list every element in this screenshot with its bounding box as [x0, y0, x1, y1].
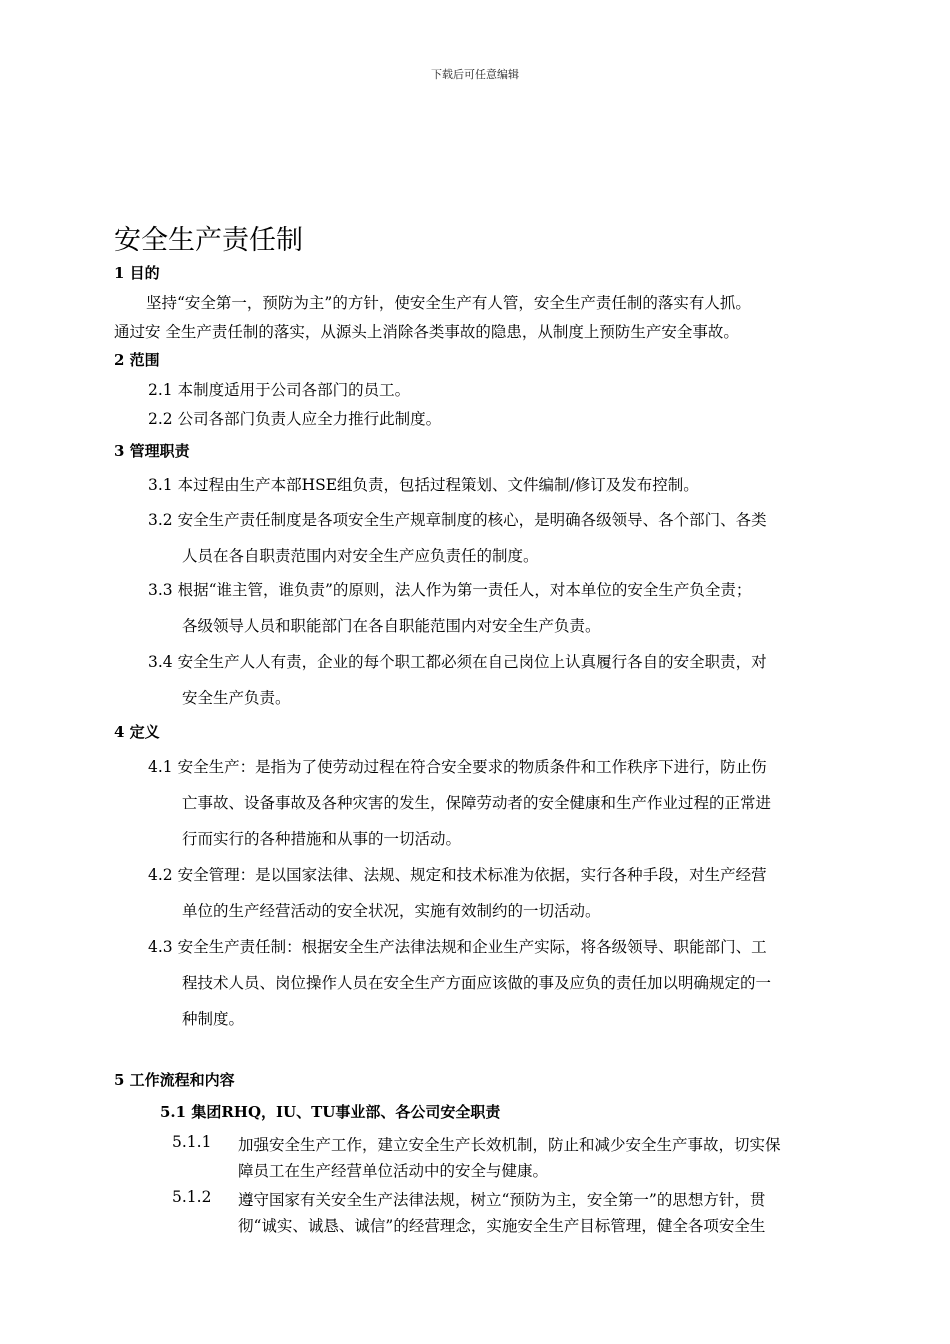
section-4-item-3-line-2: 程技术人员、岗位操作人员在安全生产方面应该做的事及应负的责任加以明确规定的一: [182, 974, 772, 992]
section-3-item-1: 3.1 本过程由生产本部HSE组负责，包括过程策划、文件编制/修订及发布控制。: [148, 476, 699, 494]
section-5-heading: 5 工作流程和内容: [114, 1071, 235, 1089]
section-3-item-2-line-2: 人员在各自职责范围内对安全生产应负责任的制度。: [182, 547, 539, 565]
section-4-item-1-line-3: 行而实行的各种措施和从事的一切活动。: [182, 830, 462, 848]
section-4-item-2-line-2: 单位的生产经营活动的安全状况，实施有效制约的一切活动。: [182, 902, 601, 920]
section-4-item-3-line-3: 种制度。: [182, 1010, 245, 1028]
section-5-1-1-number: 5.1.1: [172, 1133, 212, 1151]
section-5-1-2-line-1: 遵守国家有关安全生产法律法规，树立“预防为主，安全第一”的思想方针，贯: [238, 1191, 766, 1209]
section-1-heading: 1 目的: [114, 264, 160, 282]
section-2-item-2: 2.2 公司各部门负责人应全力推行此制度。: [148, 410, 442, 428]
page-header: 下载后可任意编辑: [431, 68, 519, 81]
section-2-heading: 2 范围: [114, 351, 160, 369]
section-3-item-3-line-1: 3.3 根据“谁主管，谁负责”的原则，法人作为第一责任人，对本单位的安全生产负全责；: [148, 581, 752, 599]
section-1-line-1: 坚持“安全第一，预防为主”的方针，使安全生产有人管，安全生产责任制的落实有人抓。: [146, 294, 751, 312]
section-4-heading: 4 定义: [114, 723, 160, 741]
section-5-1-subheading: 5.1 集团RHQ，IU、TU事业部、各公司安全职责: [160, 1103, 501, 1121]
section-4-item-2-line-1: 4.2 安全管理：是以国家法律、法规、规定和技术标准为依据，实行各种手段，对生产经营: [148, 866, 767, 884]
section-3-item-4-line-1: 3.4 安全生产人人有责，企业的每个职工都必须在自己岗位上认真履行各自的安全职责，对: [148, 653, 767, 671]
section-3-item-2-line-1: 3.2 安全生产责任制度是各项安全生产规章制度的核心，是明确各级领导、各个部门、各类: [148, 511, 767, 529]
section-1-line-2: 通过安 全生产责任制的落实，从源头上消除各类事故的隐患，从制度上预防生产安全事故。: [114, 323, 739, 341]
section-5-1-2-line-2: 彻“诚实、诚恳、诚信”的经营理念，实施安全生产目标管理，健全各项安全生: [238, 1217, 766, 1235]
section-3-item-4-line-2: 安全生产负责。: [182, 689, 291, 707]
section-2-item-1: 2.1 本制度适用于公司各部门的员工。: [148, 381, 411, 399]
section-4-item-1-line-1: 4.1 安全生产：是指为了使劳动过程在符合安全要求的物质条件和工作秩序下进行，防止伤: [148, 758, 767, 776]
section-5-1-1-line-2: 障员工在生产经营单位活动中的安全与健康。: [238, 1162, 549, 1180]
section-5-1-1-line-1: 加强安全生产工作，建立安全生产长效机制，防止和减少安全生产事故，切实保: [238, 1136, 781, 1154]
section-5-1-2-number: 5.1.2: [172, 1188, 212, 1206]
section-3-heading: 3 管理职责: [114, 442, 190, 460]
document-title: 安全生产责任制: [114, 225, 303, 256]
section-3-item-3-line-2: 各级领导人员和职能部门在各自职能范围内对安全生产负责。: [182, 617, 601, 635]
section-4-item-3-line-1: 4.3 安全生产责任制：根据安全生产法律法规和企业生产实际，将各级领导、职能部门、工: [148, 938, 767, 956]
section-4-item-1-line-2: 亡事故、设备事故及各种灾害的发生，保障劳动者的安全健康和生产作业过程的正常进: [182, 794, 772, 812]
